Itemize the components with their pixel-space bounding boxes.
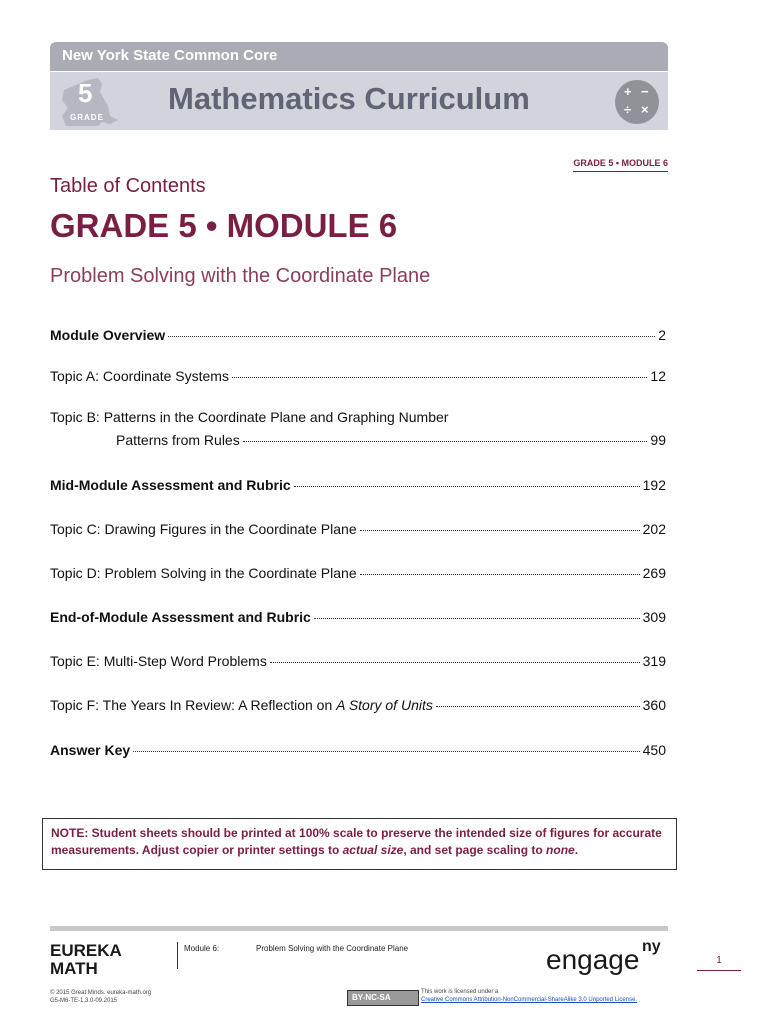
engage-ny-superscript: ny [642, 938, 661, 955]
toc-entry-topic-f[interactable]: Topic F: The Years In Review: A Reflection on A Story of Units 360 [50, 697, 666, 713]
toc-entry-topic-c[interactable]: Topic C: Drawing Figures in the Coordinate Plane 202 [50, 521, 666, 537]
header-banner [50, 42, 668, 71]
printing-note: NOTE: Student sheets should be printed at 100% scale to preserve the intended size of figures for accurate measurements. Adjust copier or printer settings to actual size, and set page scaling to none. [42, 818, 677, 870]
footer-vertical-divider [177, 942, 178, 969]
page-number: 1 [697, 955, 741, 971]
toc-entry-topic-e[interactable]: Topic E: Multi-Step Word Problems 319 [50, 653, 666, 669]
copyright-text: © 2015 Great Minds. eureka-math.org [50, 990, 152, 996]
module-subtitle: Problem Solving with the Coordinate Plane [50, 265, 431, 287]
footer-module-title: Problem Solving with the Coordinate Plane [256, 944, 409, 953]
footer-module-label: Module 6: [184, 944, 220, 953]
breadcrumb: GRADE 5 • MODULE 6 [573, 158, 668, 172]
license-intro: This work is licensed under a [421, 989, 499, 995]
footer-divider [50, 926, 668, 931]
toc-entry-mid-module-assessment[interactable]: Mid-Module Assessment and Rubric 192 [50, 477, 666, 493]
curriculum-title: Mathematics Curriculum [168, 81, 530, 116]
toc-label: Table of Contents [50, 175, 206, 197]
toc-entry-topic-a[interactable]: Topic A: Coordinate Systems 12 [50, 368, 666, 384]
eureka-logo-line2: MATH [50, 959, 98, 978]
engage-logo: engage [546, 944, 640, 975]
grade-number: 5 [78, 78, 93, 108]
module-title: GRADE 5 • MODULE 6 [50, 207, 398, 244]
toc-entry-topic-b-line1: Topic B: Patterns in the Coordinate Plane and Graphing Number [50, 409, 449, 425]
math-operations-icon: + − ÷ × [615, 80, 659, 124]
document-id: G5-M6-TE-1.3.0-09.2015 [50, 998, 118, 1004]
banner-text: New York State Common Core [62, 47, 278, 64]
creative-commons-badge-icon[interactable]: BY-NC-SA [347, 990, 419, 1006]
license-link[interactable]: Creative Commons Attribution-NonCommercial-ShareAlike 3.0 Unported License. [421, 997, 638, 1003]
toc-entry-topic-b[interactable]: Patterns from Rules 99 [116, 432, 666, 448]
toc-entry-module-overview[interactable]: Module Overview 2 [50, 327, 666, 343]
grade-word: GRADE [70, 113, 104, 122]
toc-entry-answer-key[interactable]: Answer Key 450 [50, 742, 666, 758]
eureka-logo-line1: EUREKA [50, 941, 122, 960]
curriculum-banner [50, 72, 668, 130]
toc-entry-topic-d[interactable]: Topic D: Problem Solving in the Coordinate Plane 269 [50, 565, 666, 581]
toc-entry-end-of-module-assessment[interactable]: End-of-Module Assessment and Rubric 309 [50, 609, 666, 625]
